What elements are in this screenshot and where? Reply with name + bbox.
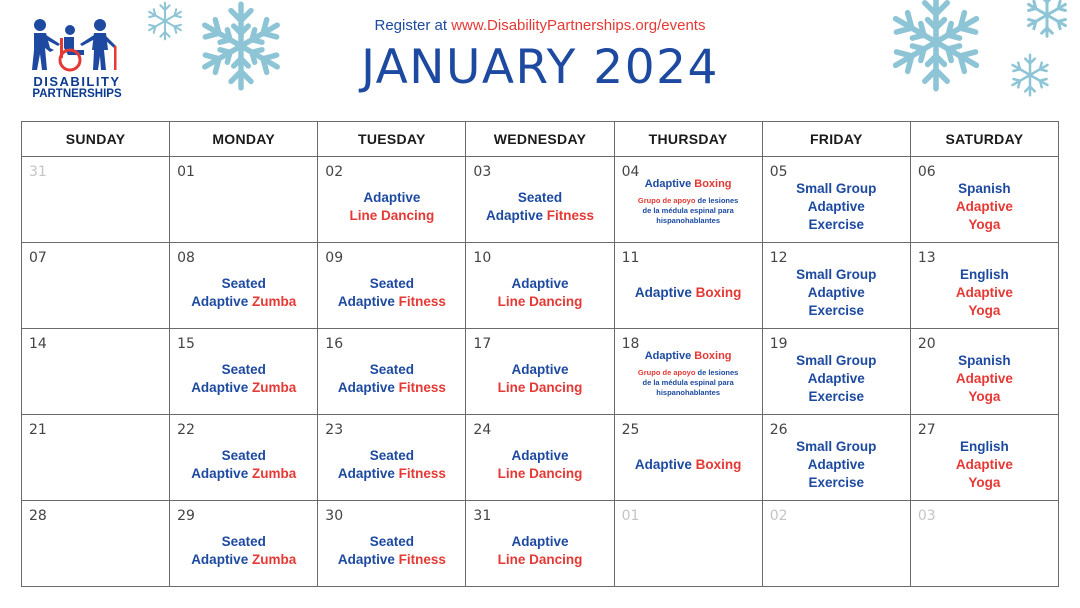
event-text: Line Dancing	[497, 465, 583, 481]
event-text: Adaptive	[807, 456, 865, 472]
day-cell	[614, 415, 762, 501]
day-number: 03	[917, 508, 936, 524]
event-text: Line Dancing	[497, 551, 583, 567]
day-number: 20	[917, 336, 936, 352]
event-title-line	[635, 284, 742, 302]
event-title-line	[498, 293, 583, 311]
event	[320, 173, 463, 240]
event-title-line	[370, 447, 414, 465]
event-title-line	[222, 275, 266, 293]
day-number: 16	[325, 336, 344, 352]
weekday-header: TUESDAY	[318, 122, 466, 157]
event-text: Fitness	[546, 207, 594, 223]
day-cell	[762, 329, 910, 415]
event-title-line	[808, 456, 865, 474]
event-note-line	[638, 196, 738, 206]
day-number: 07	[29, 250, 47, 266]
event-text: Fitness	[398, 293, 446, 309]
event-note-line	[656, 388, 720, 398]
register-prefix: Register at	[374, 17, 452, 34]
event-text: Adaptive	[955, 198, 1013, 214]
day-number: 12	[769, 250, 788, 266]
event-title-line	[808, 284, 865, 302]
day-cell	[318, 329, 466, 415]
day-number: 03	[473, 164, 492, 180]
event-title-line	[191, 379, 296, 397]
event-title-line	[511, 361, 568, 379]
week-row	[22, 501, 1059, 587]
event-text: Adaptive	[634, 284, 696, 300]
event	[468, 431, 611, 498]
logo-text-top: DISABILITY	[33, 74, 121, 89]
event-text: Yoga	[968, 302, 1001, 318]
event-note-line	[656, 216, 720, 226]
day-cell	[762, 501, 910, 587]
event-text: Zumba	[251, 465, 297, 481]
weekday-header: FRIDAY	[762, 122, 910, 157]
weekday-header: SATURDAY	[910, 122, 1058, 157]
day-number: 31	[473, 508, 492, 524]
event-text: hispanohablantes	[656, 216, 721, 225]
event-title-line	[498, 551, 583, 569]
event	[913, 345, 1056, 412]
event-text: Seated	[517, 189, 563, 205]
day-cell	[318, 243, 466, 329]
event-title-line	[370, 275, 414, 293]
event-text: Zumba	[251, 551, 297, 567]
event-title-line	[796, 438, 876, 456]
event-text: Exercise	[808, 388, 865, 404]
event	[468, 259, 611, 326]
event-text: Seated	[369, 447, 414, 463]
event-title-line	[338, 551, 446, 569]
day-number: 29	[177, 508, 195, 524]
event-title-line	[808, 302, 864, 320]
event-title-line	[968, 216, 1000, 234]
event-text: Adaptive	[644, 178, 695, 190]
event-title-line	[511, 447, 568, 465]
event-title-line	[796, 266, 876, 284]
event-text: Adaptive	[955, 456, 1013, 472]
day-number: 23	[325, 422, 344, 438]
event	[765, 345, 908, 412]
day-number: 25	[621, 422, 640, 438]
event-title-line	[338, 379, 446, 397]
weekday-header: SUNDAY	[22, 122, 170, 157]
day-number: 01	[177, 164, 195, 180]
event	[172, 259, 315, 326]
day-cell	[170, 157, 318, 243]
snowflake-small-icon	[140, 0, 190, 44]
event-title-line	[968, 302, 1000, 320]
day-number: 26	[769, 422, 788, 438]
event-text: Boxing	[694, 350, 732, 362]
event-text: Adaptive	[955, 284, 1013, 300]
event-note-line	[638, 368, 738, 378]
event	[468, 173, 611, 240]
day-number: 21	[29, 422, 47, 438]
day-cell	[910, 329, 1058, 415]
day-cell	[466, 329, 614, 415]
day-cell	[466, 415, 614, 501]
day-number: 08	[177, 250, 195, 266]
logo	[20, 18, 130, 104]
event-text: Adaptive	[634, 456, 696, 472]
event-text: Adaptive	[511, 361, 569, 377]
event-title-line	[956, 198, 1013, 216]
week-row	[22, 157, 1059, 243]
event	[320, 345, 463, 412]
event-text: Adaptive	[191, 465, 252, 481]
event-text: Small Group	[796, 438, 877, 454]
day-cell	[22, 243, 170, 329]
event	[468, 517, 611, 584]
event-title-line	[191, 551, 296, 569]
day-cell	[170, 243, 318, 329]
event-text: Boxing	[695, 284, 742, 300]
logo-text-bottom: PARTNERSHIPS	[32, 88, 122, 100]
event-text: Fitness	[398, 465, 446, 481]
event-text: Adaptive	[644, 350, 695, 362]
snowflake-large-right-icon	[876, 0, 996, 98]
event-title-line	[191, 293, 296, 311]
event	[617, 259, 760, 326]
day-number: 06	[917, 164, 936, 180]
event	[765, 431, 908, 498]
event-title-line	[518, 189, 562, 207]
event-text: Fitness	[398, 551, 446, 567]
event-note-line	[642, 378, 733, 388]
event-title-line	[222, 533, 266, 551]
day-cell	[318, 415, 466, 501]
week-row	[22, 243, 1059, 329]
day-number: 28	[29, 508, 47, 524]
event-title-line	[960, 266, 1009, 284]
day-cell	[614, 329, 762, 415]
event-text: English	[960, 266, 1009, 282]
day-number: 30	[325, 508, 344, 524]
weekday-header: WEDNESDAY	[466, 122, 614, 157]
weekday-header: MONDAY	[170, 122, 318, 157]
day-number: 09	[325, 250, 344, 266]
calendar-grid	[21, 121, 1059, 587]
event-text: Seated	[369, 533, 414, 549]
event-text: Boxing	[695, 456, 742, 472]
event-title-line	[956, 370, 1013, 388]
week-row	[22, 329, 1059, 415]
event-title-line	[808, 474, 864, 492]
event	[617, 173, 760, 240]
event-text: de lesiones	[697, 196, 739, 205]
day-number: 15	[177, 336, 195, 352]
event-text: Boxing	[694, 178, 732, 190]
day-cell	[614, 501, 762, 587]
day-cell	[910, 243, 1058, 329]
day-cell	[466, 501, 614, 587]
event	[765, 259, 908, 326]
event-text: Exercise	[808, 216, 865, 232]
event-title-line	[511, 275, 568, 293]
day-cell	[910, 157, 1058, 243]
day-number: 02	[325, 164, 344, 180]
day-cell	[22, 501, 170, 587]
event-title-line	[808, 388, 864, 406]
day-number: 31	[29, 164, 47, 180]
event	[320, 517, 463, 584]
event-title-line	[191, 465, 296, 483]
day-number: 22	[177, 422, 195, 438]
day-cell	[762, 243, 910, 329]
event	[913, 431, 1056, 498]
day-number: 27	[917, 422, 936, 438]
event	[172, 431, 315, 498]
event-text: Exercise	[808, 302, 865, 318]
day-number: 24	[473, 422, 492, 438]
event-title-line	[498, 379, 583, 397]
day-number: 14	[29, 336, 47, 352]
event-title-line	[808, 198, 865, 216]
event-text: Seated	[221, 533, 266, 549]
event-title-line	[968, 474, 1000, 492]
event-title-line	[511, 533, 568, 551]
event-note-line	[642, 206, 733, 216]
event-text: Adaptive	[191, 551, 252, 567]
event-text: Small Group	[796, 180, 877, 196]
event-text: Adaptive	[337, 293, 399, 309]
day-cell	[762, 157, 910, 243]
event-title-line	[370, 533, 414, 551]
event	[617, 431, 760, 498]
event	[468, 345, 611, 412]
event-title-line	[958, 180, 1011, 198]
day-number: 11	[621, 250, 640, 266]
event-text: Small Group	[796, 352, 877, 368]
day-number: 10	[473, 250, 492, 266]
event-text: Yoga	[968, 474, 1001, 490]
event-title-line	[956, 284, 1013, 302]
event-text: Seated	[369, 361, 414, 377]
event-text: Adaptive	[337, 379, 399, 395]
day-number: 05	[769, 164, 788, 180]
event	[913, 259, 1056, 326]
event-text: Adaptive	[191, 293, 252, 309]
day-cell	[22, 157, 170, 243]
event-title-line	[808, 370, 865, 388]
weekday-header-row	[22, 122, 1059, 157]
event-text: Adaptive	[511, 447, 569, 463]
event-text: Seated	[221, 361, 266, 377]
event-text: Adaptive	[337, 465, 399, 481]
day-number: 19	[769, 336, 788, 352]
day-number: 01	[621, 508, 640, 524]
event-text: Adaptive	[337, 551, 399, 567]
event-text: Yoga	[968, 388, 1001, 404]
event-title-line	[635, 456, 742, 474]
event-text: de la médula espinal para	[642, 206, 734, 215]
day-cell	[762, 415, 910, 501]
event-title-line	[349, 207, 434, 225]
event	[617, 345, 760, 412]
event	[172, 345, 315, 412]
day-cell	[318, 157, 466, 243]
day-cell	[22, 329, 170, 415]
day-cell	[910, 501, 1058, 587]
event-text: Adaptive	[191, 379, 252, 395]
event-text: Adaptive	[363, 189, 421, 205]
day-cell	[318, 501, 466, 587]
event-text: Spanish	[958, 352, 1011, 368]
event-text: Adaptive	[807, 284, 865, 300]
event-text: Adaptive	[807, 198, 865, 214]
event	[320, 259, 463, 326]
event-title-line	[968, 388, 1000, 406]
event-title-line	[363, 189, 420, 207]
event-text: Adaptive	[511, 275, 569, 291]
day-cell	[170, 501, 318, 587]
event-text: Adaptive	[511, 533, 569, 549]
event-title-line	[796, 180, 876, 198]
day-number: 02	[769, 508, 788, 524]
event	[765, 173, 908, 240]
snowflake-medium-icon	[1004, 50, 1056, 100]
event-text: Yoga	[968, 216, 1001, 232]
event-title-line	[222, 447, 266, 465]
event-text: Adaptive	[807, 370, 865, 386]
event-text: Grupo de apoyo	[637, 368, 698, 377]
event	[172, 517, 315, 584]
day-number: 17	[473, 336, 492, 352]
day-number: 13	[917, 250, 936, 266]
day-number: 04	[621, 164, 640, 180]
event-text: Seated	[221, 275, 266, 291]
event-text: hispanohablantes	[656, 388, 721, 397]
event-text: de lesiones	[697, 368, 739, 377]
event-title-line	[808, 216, 864, 234]
event-text: Zumba	[251, 379, 297, 395]
event-text: Line Dancing	[497, 293, 583, 309]
event-title-line	[645, 177, 732, 191]
event-text: Fitness	[398, 379, 446, 395]
event-title-line	[958, 352, 1011, 370]
event-title-line	[956, 456, 1013, 474]
event-text: Seated	[221, 447, 266, 463]
event-text: Line Dancing	[349, 207, 435, 223]
day-cell	[910, 415, 1058, 501]
day-cell	[170, 329, 318, 415]
event-title-line	[796, 352, 876, 370]
event-title-line	[370, 361, 414, 379]
register-link[interactable]: www.DisabilityPartnerships.org/events	[451, 17, 706, 34]
register-line	[300, 17, 780, 34]
weekday-header: THURSDAY	[614, 122, 762, 157]
people-icon	[26, 18, 122, 72]
event-title-line	[645, 349, 732, 363]
event-title-line	[222, 361, 266, 379]
event-title-line	[338, 293, 446, 311]
day-cell	[466, 157, 614, 243]
event	[913, 173, 1056, 240]
day-cell	[466, 243, 614, 329]
event-title-line	[338, 465, 446, 483]
event-text: Adaptive	[485, 207, 547, 223]
event-text: Adaptive	[955, 370, 1013, 386]
week-row	[22, 415, 1059, 501]
event	[320, 431, 463, 498]
day-number: 18	[621, 336, 640, 352]
event-title-line	[486, 207, 594, 225]
event-text: de la médula espinal para	[642, 378, 734, 387]
day-cell	[614, 243, 762, 329]
event-text: English	[960, 438, 1009, 454]
event-text: Line Dancing	[497, 379, 583, 395]
event-text: Exercise	[808, 474, 865, 490]
day-cell	[614, 157, 762, 243]
event-text: Spanish	[958, 180, 1011, 196]
event-text: Small Group	[796, 266, 877, 282]
snowflake-corner-icon	[1014, 0, 1080, 40]
page-title: JANUARY 2024	[361, 40, 719, 95]
event-title-line	[960, 438, 1009, 456]
day-cell	[170, 415, 318, 501]
event-title-line	[498, 465, 583, 483]
event-text: Grupo de apoyo	[637, 196, 698, 205]
event-text: Seated	[369, 275, 414, 291]
event-text: Zumba	[251, 293, 297, 309]
day-cell	[22, 415, 170, 501]
